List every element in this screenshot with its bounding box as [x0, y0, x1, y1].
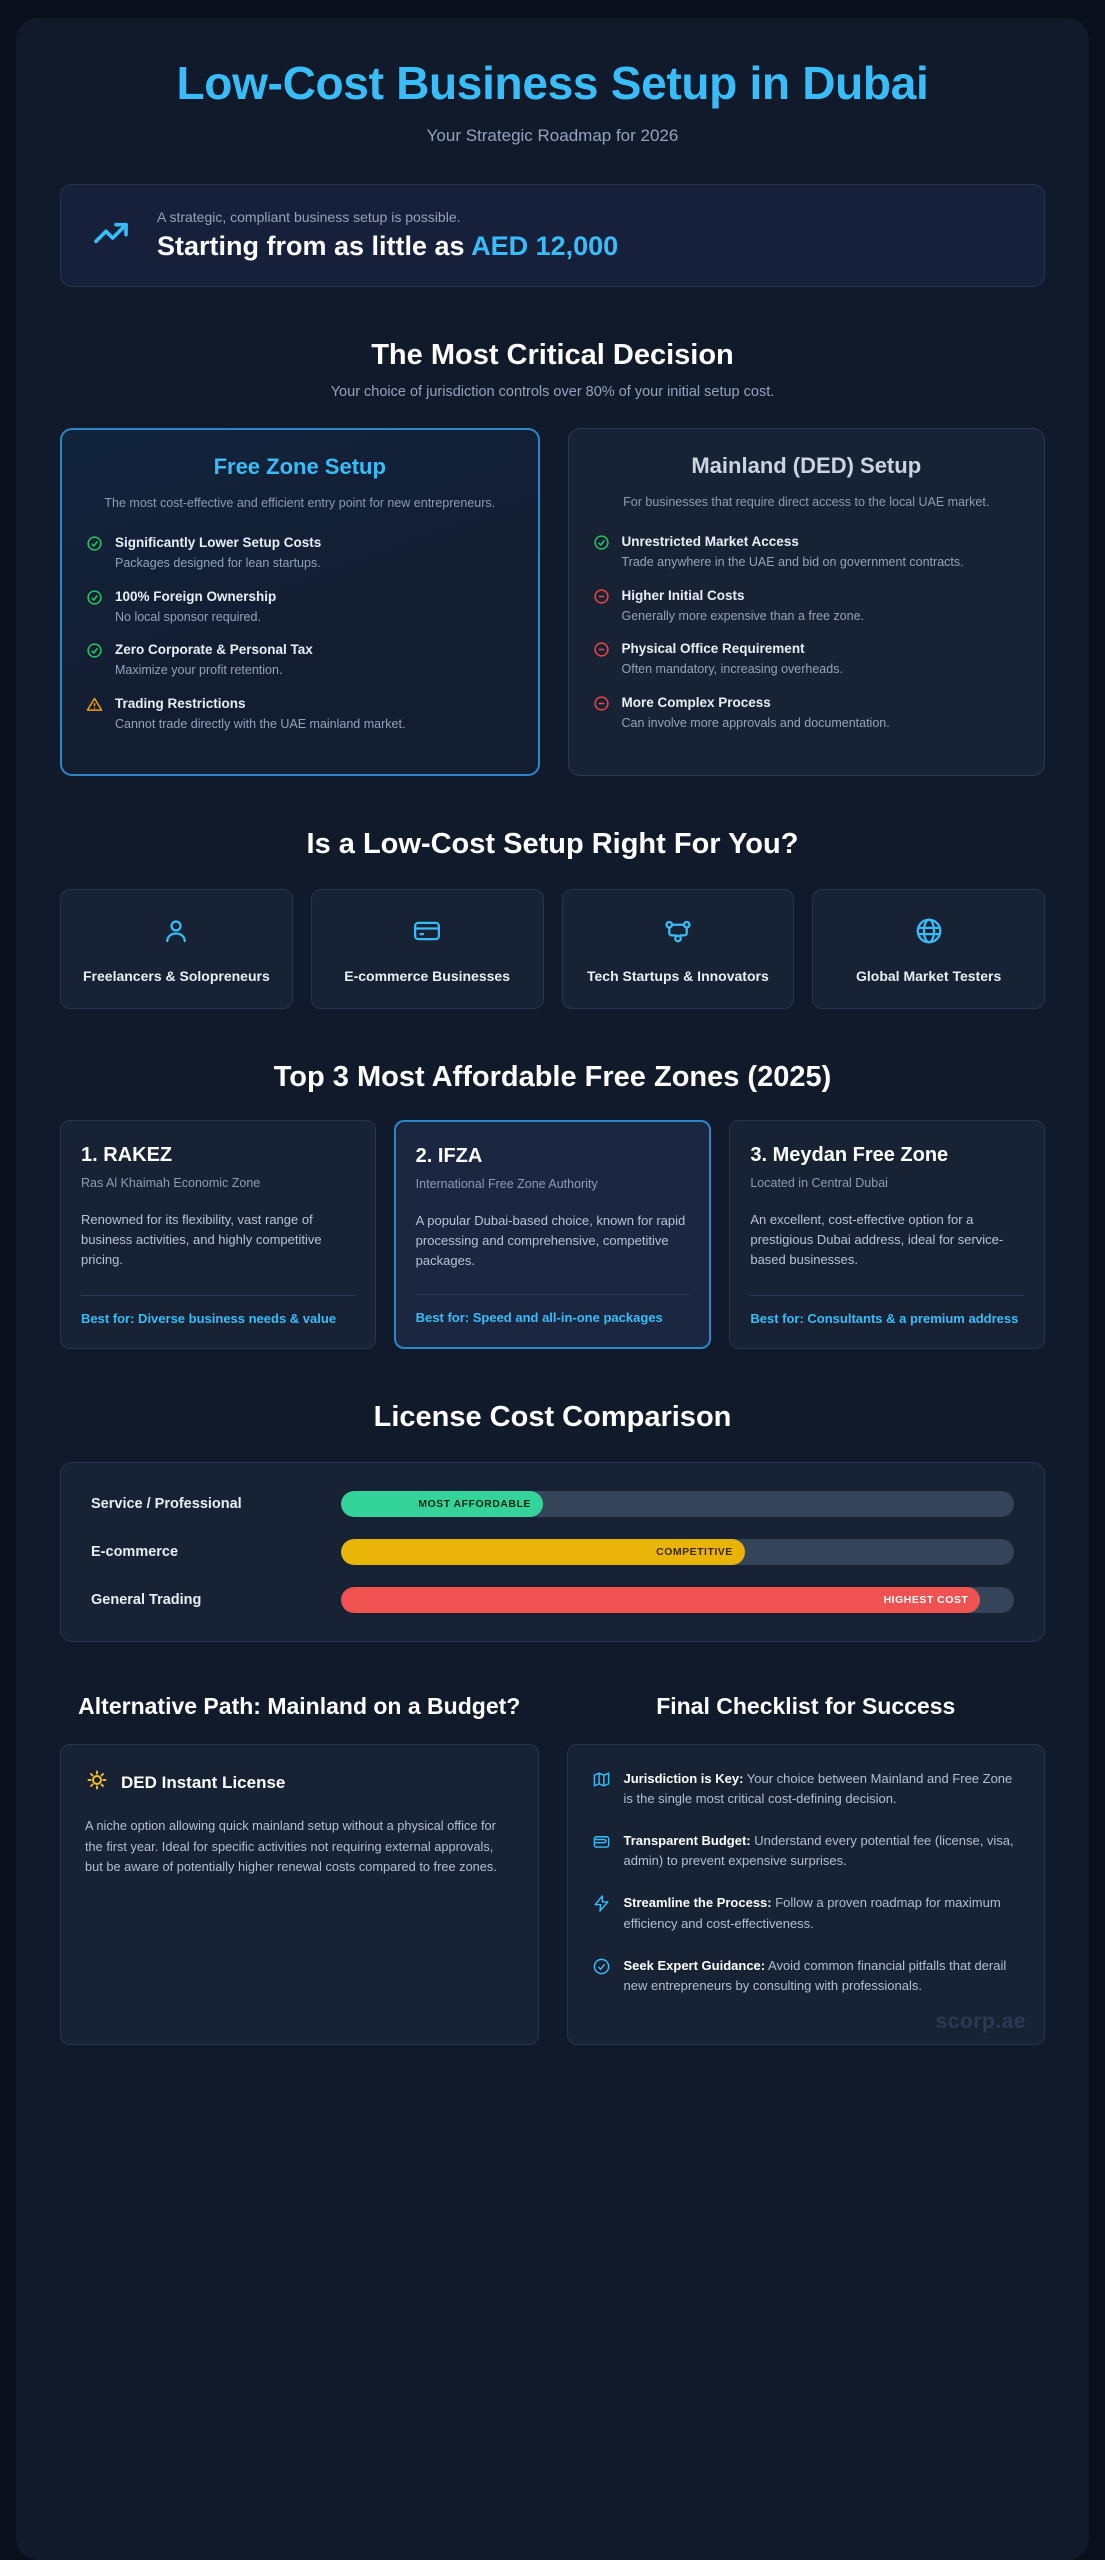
feature-item [593, 640, 1021, 679]
trending-up-icon [91, 213, 131, 258]
checklist-item-body: Understand every potential fee (license, visa, admin) to prevent expensive surprises. [623, 1833, 1014, 1869]
credit-card-icon [322, 916, 533, 951]
decision-heading: The Most Critical Decision [371, 338, 734, 371]
feature-item [593, 533, 1021, 572]
zone-card-meydan [729, 1120, 1045, 1349]
chart-track [341, 1587, 1014, 1613]
feature-desc: Generally more expensive than a free zone. [621, 608, 864, 623]
checklist-item [592, 1893, 1021, 1933]
audience-tile-ecommerce [311, 889, 544, 1009]
zone-card-rakez [60, 1120, 376, 1349]
page-title: Low-Cost Business Setup in Dubai [176, 57, 929, 109]
bottom-sections [60, 1692, 1045, 2075]
feature-desc: Cannot trade directly with the UAE mainland market. [115, 716, 406, 731]
checklist-text [624, 1769, 1021, 1809]
chart-row [91, 1491, 1014, 1517]
chart-category-label: General Trading [91, 1592, 202, 1609]
bolt-icon [592, 1894, 611, 1918]
decision-subheading: Your choice of jurisdiction controls over 80% of your initial setup cost. [330, 383, 775, 400]
minus-circle-icon [593, 588, 610, 610]
network-icon [573, 916, 784, 951]
check-circle-icon [86, 535, 103, 557]
feature-desc: Often mandatory, increasing overheads. [621, 662, 843, 677]
panel-title: DED Instant License [121, 1773, 286, 1793]
checklist-item [592, 1831, 1021, 1871]
checklist-item-body: Follow a proven roadmap for maximum efficiency and cost-effectiveness. [623, 1895, 1001, 1931]
audience-tile-label: E-commerce Businesses [344, 968, 510, 985]
ded-instant-license-panel [60, 1744, 539, 2045]
banner-headline-prefix: Starting from as little as [157, 230, 472, 261]
feature-title: Significantly Lower Setup Costs [115, 535, 322, 551]
spacer [81, 1271, 355, 1295]
minus-circle-icon [593, 695, 610, 717]
card-mainland-subtitle: For businesses that require direct access to the local UAE market. [623, 494, 990, 509]
feature-item [86, 588, 514, 627]
banner-amount: AED 12,000 [471, 230, 619, 261]
checklist-text [624, 1831, 1021, 1871]
feature-desc: Maximize your profit retention. [115, 663, 283, 678]
check-circle-icon [86, 642, 103, 664]
chart-title: License Cost Comparison [373, 1401, 732, 1434]
feature-title: Trading Restrictions [115, 695, 246, 711]
feature-item [593, 694, 1021, 733]
feature-item [593, 587, 1021, 626]
checklist-panel [567, 1744, 1046, 2045]
page-subtitle: Your Strategic Roadmap for 2026 [426, 125, 679, 145]
card-free-zone [60, 428, 540, 777]
checklist-column [567, 1692, 1046, 2045]
globe-icon [823, 916, 1034, 951]
feature-title: More Complex Process [621, 694, 771, 710]
watermark: scorp.ae [935, 2009, 1026, 2033]
feature-title: Zero Corporate & Personal Tax [115, 642, 313, 658]
chart-track [341, 1491, 1014, 1517]
feature-title: 100% Foreign Ownership [115, 588, 277, 604]
feature-item [86, 641, 514, 680]
banner-headline [157, 231, 618, 262]
warning-triangle-icon [86, 696, 103, 718]
audience-tile-label: Global Market Testers [856, 968, 1002, 985]
panel-header [85, 1769, 514, 1798]
map-icon [592, 1770, 611, 1794]
audience-tile-label: Tech Startups & Innovators [586, 968, 769, 985]
comparison-cards [60, 428, 1045, 777]
checklist-item-title: Transparent Budget: [623, 1833, 751, 1849]
feature-desc: Can involve more approvals and documentation. [621, 715, 890, 730]
audience-heading: Is a Low-Cost Setup Right For You? [306, 828, 799, 861]
zone-name: 2. IFZA [415, 1145, 483, 1168]
zone-description: A popular Dubai-based choice, known for rapid processing and comprehensive, competitive packages. [415, 1213, 686, 1269]
chart-category-label: Service / Professional [91, 1496, 242, 1513]
chart-bar-label: HIGHEST COST [883, 1594, 969, 1607]
zone-full-name: Ras Al Khaimah Economic Zone [81, 1176, 261, 1191]
banner-eyebrow: A strategic, compliant business setup is possible. [157, 208, 461, 225]
feature-title: Unrestricted Market Access [621, 534, 799, 550]
checklist-item-body: Avoid common financial pitfalls that derail new entrepreneurs by consulting with professionals. [623, 1957, 1007, 1993]
card-free-zone-subtitle: The most cost-effective and efficient entry point for new entrepreneurs. [104, 495, 496, 510]
check-circle-icon [592, 1957, 611, 1981]
checklist-text [624, 1956, 1021, 1996]
chart-track [341, 1539, 1014, 1565]
checklist-item-body: Your choice between Mainland and Free Zone is the single most critical cost-defining decision. [623, 1770, 1013, 1806]
feature-title: Higher Initial Costs [621, 587, 745, 603]
check-circle-icon [86, 589, 103, 611]
feature-desc: No local sponsor required. [115, 609, 261, 624]
checklist-item-title: Streamline the Process: [623, 1895, 772, 1911]
checklist-item [592, 1956, 1021, 1996]
zone-cards [60, 1120, 1045, 1349]
audience-tile-freelancers [60, 889, 293, 1009]
zone-description: Renowned for its flexibility, vast range of business activities, and highly competitive pricing. [81, 1212, 322, 1268]
zone-description: An excellent, cost-effective option for a prestigious Dubai address, ideal for service-based businesses. [750, 1212, 1004, 1268]
chart-bar-label: COMPETITIVE [656, 1546, 733, 1559]
highlight-banner [60, 184, 1045, 287]
chart-bar [341, 1539, 745, 1565]
user-icon [71, 916, 282, 951]
spacer [416, 1272, 690, 1294]
checklist-item [592, 1769, 1021, 1809]
feature-desc: Packages designed for lean startups. [115, 556, 321, 571]
chart-bar [341, 1587, 980, 1613]
zone-best-for: Best for: Diverse business needs & value [81, 1295, 355, 1329]
zone-best-for: Best for: Consultants & a premium address [750, 1295, 1024, 1329]
chart-row [91, 1539, 1014, 1565]
alternative-path-column [60, 1692, 539, 2045]
feature-title: Physical Office Requirement [621, 641, 805, 657]
license-cost-chart [60, 1462, 1045, 1642]
audience-tile-global-testers [812, 889, 1045, 1009]
zone-best-for: Best for: Speed and all-in-one packages [416, 1294, 690, 1328]
zone-name: 1. RAKEZ [81, 1144, 173, 1167]
zone-name: 3. Meydan Free Zone [750, 1144, 949, 1167]
minus-circle-icon [593, 641, 610, 663]
card-free-zone-title: Free Zone Setup [213, 453, 386, 479]
lightbulb-icon [85, 1769, 109, 1798]
audience-tiles [60, 889, 1045, 1009]
panel-body: A niche option allowing quick mainland setup without a physical office for the first year. Ideal for specific activities not requiring external approvals, but be aware of potentially higher renewal costs compared to free zones. [85, 1817, 497, 1875]
chart-row [91, 1587, 1014, 1613]
checklist-text [624, 1893, 1021, 1933]
feature-item [86, 695, 514, 734]
check-circle-icon [593, 534, 610, 556]
alternative-heading: Alternative Path: Mainland on a Budget? [78, 1693, 521, 1720]
audience-tile-tech-startups [562, 889, 795, 1009]
spacer [750, 1271, 1024, 1295]
checklist-heading: Final Checklist for Success [656, 1693, 956, 1720]
chart-bar-label: MOST AFFORDABLE [418, 1498, 531, 1511]
feature-item [86, 534, 514, 573]
chart-bar [341, 1491, 543, 1517]
checklist-item-title: Jurisdiction is Key: [623, 1770, 744, 1786]
zones-heading: Top 3 Most Affordable Free Zones (2025) [273, 1061, 832, 1094]
card-mainland-title: Mainland (DED) Setup [691, 452, 922, 478]
audience-tile-label: Freelancers & Solopreneurs [83, 968, 270, 985]
zone-card-ifza [394, 1120, 712, 1349]
feature-desc: Trade anywhere in the UAE and bid on government contracts. [621, 555, 964, 570]
card-mainland [568, 428, 1046, 777]
zone-full-name: Located in Central Dubai [750, 1176, 888, 1191]
chart-category-label: E-commerce [91, 1544, 179, 1561]
zone-full-name: International Free Zone Authority [415, 1177, 598, 1192]
wallet-icon [592, 1832, 611, 1856]
checklist-item-title: Seek Expert Guidance: [623, 1957, 766, 1973]
infographic-page [16, 18, 1089, 2560]
